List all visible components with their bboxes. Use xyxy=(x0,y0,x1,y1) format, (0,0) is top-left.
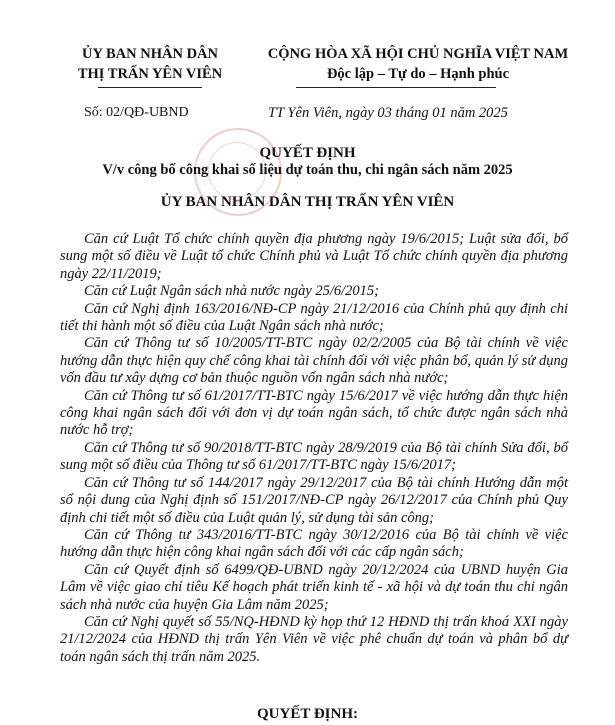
legal-basis-section xyxy=(60,231,568,666)
legal-basis-paragraph: Căn cứ Thông tư 343/2016/TT-BTC ngày 30/12/2016 của Bộ tài chính về việc hướng dẫn thực hiện công khai ngân sách đối với các cấp ngân sách; xyxy=(60,526,568,561)
legal-basis-paragraph: Căn cứ Luật Ngân sách nhà nước ngày 25/6/2015; xyxy=(84,283,380,300)
legal-basis-paragraph: Căn cứ Thông tư số 90/2018/TT-BTC ngày 28/9/2019 của Bộ tài chính Sửa đổi, bổ sung một số điều của Thông tư số 61/2017/TT-BTC ngày 15/6/2017; xyxy=(60,439,568,474)
legal-basis-paragraph: Căn cứ Luật Tổ chức chính quyền địa phương ngày 19/6/2015; Luật sửa đổi, bổ sung một số điều về Luật tổ chức Chính phủ và Luật Tổ chức chính quyền địa phương ngày 22/11/2019; xyxy=(60,231,568,282)
nation-motto: Độc lập – Tự do – Hạnh phúc xyxy=(326,66,510,82)
national-header xyxy=(248,44,588,84)
legal-basis-paragraph: Căn cứ Nghị định 163/2016/NĐ-CP ngày 21/12/2016 của Chính phủ quy định chi tiết thi hành một số điều của Luật Ngân sách nhà nước; xyxy=(60,300,568,335)
issuing-authority: ỦY BAN NHÂN DÂN THỊ TRẤN YÊN VIÊN xyxy=(160,194,455,210)
motto-underline xyxy=(296,87,496,88)
decision-heading: QUYẾT ĐỊNH: xyxy=(257,706,358,722)
legal-basis-paragraph: Căn cứ Thông tư số 144/2017 ngày 29/12/2017 của Bộ tài chính Hướng dẫn một số nội dung của Nghị định số 151/2017/NĐ-CP ngày 26/12/2017 của Chính phủ Quy định chi tiết một số điều của Luật quản lý, sử dụng tài sản công; xyxy=(60,474,568,526)
legal-basis-paragraph: Căn cứ Nghị quyết số 55/NQ-HĐND kỳ họp thứ 12 HĐND thị trấn khoá XXI ngày 21/12/2024 của HĐND thị trấn Yên Viên về việc phê chuẩn dự toán và phân bổ dự toán ngân sách thị trấn năm 2025. xyxy=(60,613,568,665)
org-line-2: THỊ TRẤN YÊN VIÊN xyxy=(77,66,223,82)
legal-basis-paragraph: Căn cứ Thông tư số 61/2017/TT-BTC ngày 15/6/2017 về việc hướng dẫn thực hiện công khai ngân sách đối với đơn vị dự toán ngân sách, tổ chức được ngân sách nhà nước hỗ trợ; xyxy=(60,387,568,439)
nation-line-1: CỘNG HÒA XÃ HỘI CHỦ NGHĨA VIỆT NAM xyxy=(267,46,569,62)
org-line-1: ỦY BAN NHÂN DÂN xyxy=(81,46,218,62)
org-underline xyxy=(98,87,202,88)
legal-basis-paragraph: Căn cứ Thông tư số 10/2005/TT-BTC ngày 02/2/2005 của Bộ tài chính về việc hướng dẫn thực hiện quy chế công khai tài chính đối với việc phân bổ, quản lý sử dụng vốn đầu tư xây dựng cơ bản thuộc nguồn vốn ngân sách nhà nước; xyxy=(60,335,568,387)
issuing-org-header xyxy=(50,44,250,84)
legal-basis-paragraph: Căn cứ Quyết định số 6499/QĐ-UBND ngày 20/12/2024 của UBND huyện Gia Lâm về việc giao chỉ tiêu Kế hoạch phát triển kinh tế - xã hội và dự toán thu chi ngân sách nhà nước của huyện Gia Lâm năm 2025; xyxy=(60,561,568,613)
place-and-date: TT Yên Viên, ngày 03 tháng 01 năm 2025 xyxy=(268,105,508,121)
document-subject: V/v công bố công khai số liệu dự toán thu, chi ngân sách năm 2025 xyxy=(102,162,513,178)
document-number: Số: 02/QĐ-UBND xyxy=(84,105,189,120)
document-title: QUYẾT ĐỊNH xyxy=(259,145,356,161)
